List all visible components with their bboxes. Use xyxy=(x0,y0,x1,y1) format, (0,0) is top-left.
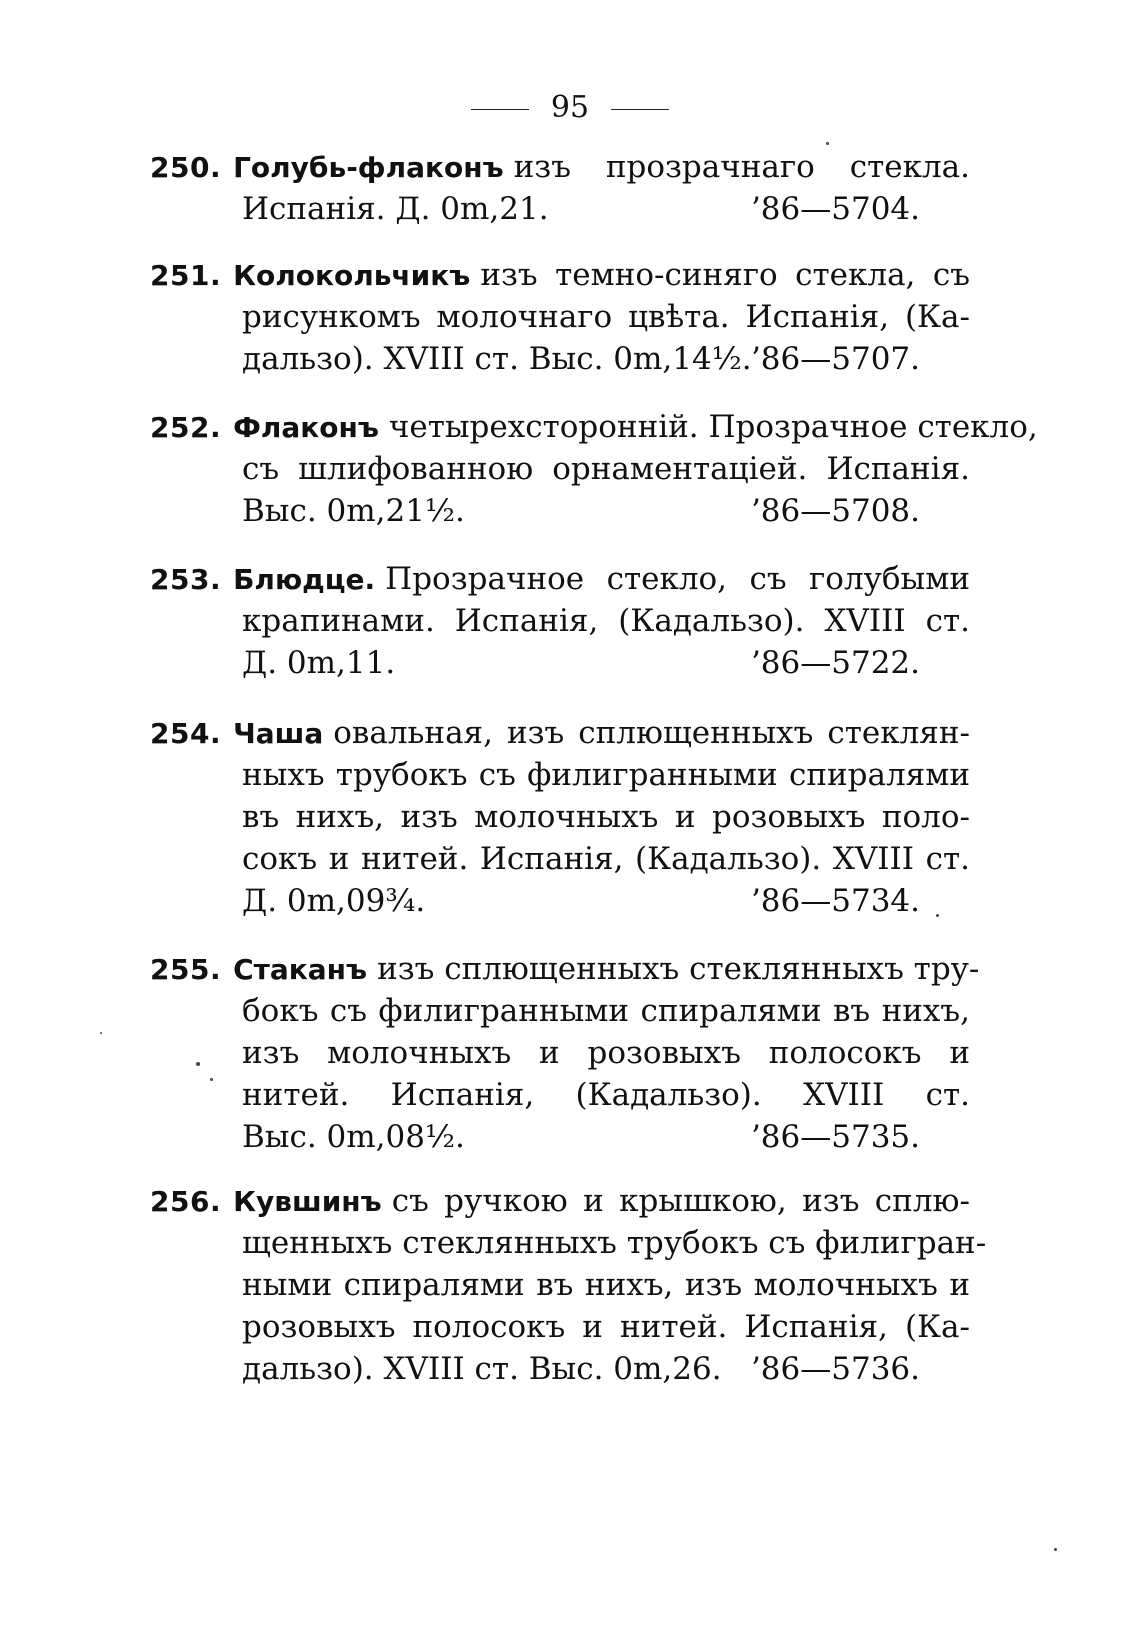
catalog-entry-256 xyxy=(150,1180,987,1390)
scan-speck xyxy=(210,1078,213,1081)
entry-text: изъ темно-синяго стекла, съ xyxy=(480,257,970,293)
entry-line xyxy=(150,642,970,684)
inventory-number: ’86—5734. xyxy=(750,883,920,919)
entry-number: 251. xyxy=(150,259,222,292)
entry-line xyxy=(150,712,970,754)
entry-number: 256. xyxy=(150,1185,222,1218)
entry-line xyxy=(150,188,970,230)
entry-number: 254. xyxy=(150,717,222,750)
entry-number: 250. xyxy=(150,151,222,184)
entry-text: дальзо). XVIII ст. Выс. 0m,26. xyxy=(242,1351,722,1387)
entry-text: изъ сплющенныхъ стеклянныхъ тру- xyxy=(377,951,980,987)
entry-line xyxy=(150,880,970,922)
entry-line xyxy=(150,338,970,380)
entry-text: Прозрачное стекло, съ голубыми xyxy=(385,561,970,597)
entry-text: съ ручкою и крышкою, изъ сплю- xyxy=(391,1183,970,1219)
entry-text: щенныхъ стеклянныхъ трубокъ съ филигран- xyxy=(242,1225,987,1261)
entry-text: съ шлифованною орнаментаціей. Испанія. xyxy=(242,451,970,487)
entry-text: ными спиралями въ нихъ, изъ молочныхъ и xyxy=(242,1267,970,1303)
entry-title: Чаша xyxy=(233,717,324,750)
page-number: 95 xyxy=(550,90,590,125)
scan-speck xyxy=(936,914,939,917)
catalog-entry-251 xyxy=(150,254,970,380)
entry-text: въ нихъ, изъ молочныхъ и розовыхъ поло- xyxy=(242,799,970,835)
entry-title: Колокольчикъ xyxy=(233,259,471,292)
entry-text: овальная, изъ сплющенныхъ стеклян- xyxy=(333,715,970,751)
inventory-number: ’86—5736. xyxy=(750,1351,920,1387)
entry-text: крапинами. Испанія, (Кадальзо). XVIII ст. xyxy=(242,603,970,639)
entry-title: Кувшинъ xyxy=(233,1185,382,1218)
page-header xyxy=(0,88,1140,128)
entry-title: Голубь-флаконъ xyxy=(233,151,504,184)
entry-text: бокъ съ филигранными спиралями въ нихъ, xyxy=(242,993,970,1029)
entry-line xyxy=(150,1032,970,1074)
entry-text: рисункомъ молочнаго цвѣта. Испанія, (Ка- xyxy=(242,299,970,335)
entry-text: изъ молочныхъ и розовыхъ полосокъ и xyxy=(242,1035,970,1071)
catalog-entry-254 xyxy=(150,712,970,922)
entry-line xyxy=(150,490,970,532)
catalog-entry-255 xyxy=(150,948,980,1158)
header-rule-left xyxy=(471,109,529,110)
entry-line xyxy=(150,1264,970,1306)
entry-line xyxy=(150,948,980,990)
entry-title: Флаконъ xyxy=(233,411,379,444)
entry-text: ныхъ трубокъ съ филигранными спиралями xyxy=(242,757,970,793)
entry-number: 255. xyxy=(150,953,222,986)
entry-text: Выс. 0m,08½. xyxy=(242,1119,465,1155)
scan-speck xyxy=(100,1032,102,1034)
catalog-entry-252 xyxy=(150,406,1038,532)
entry-line xyxy=(150,990,970,1032)
entry-line xyxy=(150,1180,970,1222)
entry-line xyxy=(150,754,970,796)
entry-text: Д. 0m,11. xyxy=(242,645,396,681)
entry-title: Стаканъ xyxy=(233,953,368,986)
entry-line xyxy=(150,254,970,296)
inventory-number: ’86—5735. xyxy=(750,1119,920,1155)
entry-text: розовыхъ полосокъ и нитей. Испанія, (Ка- xyxy=(242,1309,970,1345)
inventory-number: ’86—5722. xyxy=(750,645,920,681)
entry-text: изъ прозрачнаго стекла. xyxy=(513,149,970,185)
entry-line xyxy=(150,1074,970,1116)
entry-line xyxy=(150,406,1038,448)
entry-title: Блюдце. xyxy=(233,563,376,596)
entry-line xyxy=(150,1306,970,1348)
entry-text: сокъ и нитей. Испанія, (Кадальзо). XVIII ст. xyxy=(242,841,970,877)
entry-text: четырехсторонній. Прозрачное стекло, xyxy=(388,409,1038,445)
entry-number: 252. xyxy=(150,411,222,444)
scan-speck xyxy=(826,142,829,145)
scan-speck xyxy=(196,1062,200,1066)
entry-text: Выс. 0m,21½. xyxy=(242,493,465,529)
entry-line xyxy=(150,600,970,642)
entry-line xyxy=(150,1348,970,1390)
entry-line xyxy=(150,838,970,880)
entry-line xyxy=(150,796,970,838)
entry-line xyxy=(150,296,970,338)
scan-speck xyxy=(1054,1548,1057,1551)
inventory-number: ’86—5704. xyxy=(750,191,920,227)
entry-number: 253. xyxy=(150,563,222,596)
entry-text: Д. 0m,09¾. xyxy=(242,883,426,919)
entry-line xyxy=(150,1116,970,1158)
entry-text: дальзо). XVIII ст. Выс. 0m,14½. xyxy=(242,341,752,377)
entry-text: нитей. Испанія, (Кадальзо). XVIII ст. xyxy=(242,1077,970,1113)
inventory-number: ’86—5707. xyxy=(750,341,920,377)
catalog-entry-250 xyxy=(150,146,970,230)
entry-line xyxy=(150,448,970,490)
entry-line xyxy=(150,1222,987,1264)
inventory-number: ’86—5708. xyxy=(750,493,920,529)
entry-line xyxy=(150,146,970,188)
entry-text: Испанія. Д. 0m,21. xyxy=(242,191,549,227)
catalog-entry-253 xyxy=(150,558,970,684)
header-rule-right xyxy=(611,109,669,110)
entry-line xyxy=(150,558,970,600)
